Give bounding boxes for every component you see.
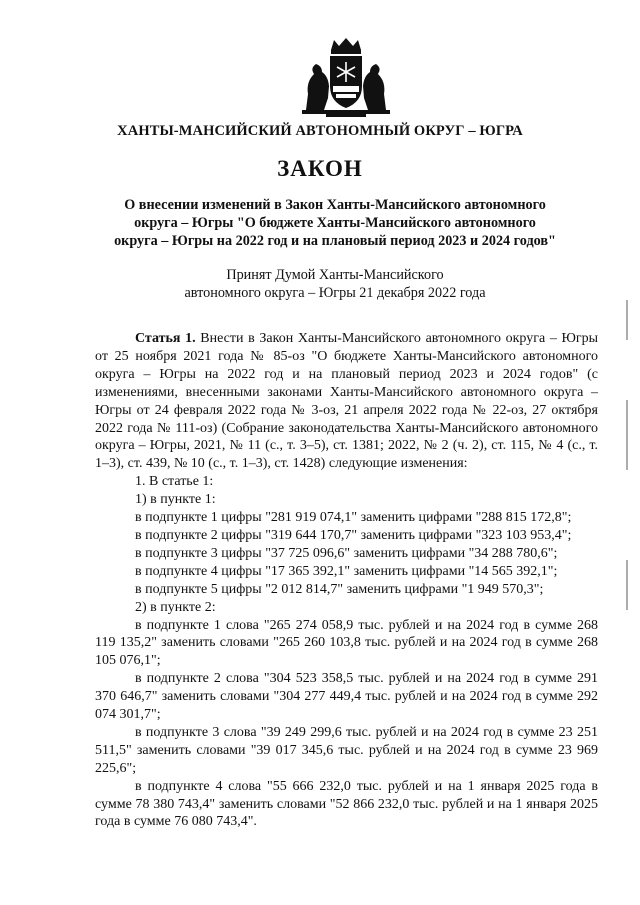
- amendment-line: 1) в пункте 1:: [135, 492, 216, 508]
- subject-line: О внесении изменений в Закон Ханты-Мансийского автономного: [124, 197, 546, 213]
- document-type-title: ЗАКОН: [277, 156, 363, 181]
- article-label: Статья 1.: [135, 331, 196, 346]
- amendment-line: в подпункте 2 цифры "319 644 170,7" заменить цифрами "323 103 953,4";: [135, 527, 572, 543]
- subject-line: округа – Югры "О бюджете Ханты-Мансийского автономного: [134, 215, 536, 231]
- amendment-paragraph: в подпункте 2 слова "304 523 358,5 тыс. рублей и на 2024 год в сумме 291 370 646,7" заменить словами "304 277 449,4 тыс. рублей и на 2024 год в сумме 292 074 301,7";: [95, 671, 598, 723]
- amendment-line: в подпункте 3 цифры "37 725 096,6" заменить цифрами "34 288 780,6";: [135, 545, 558, 561]
- scan-edge-mark: [626, 300, 628, 340]
- coat-of-arms-icon: [296, 36, 396, 118]
- article-intro-text: Внести в Закон Ханты-Мансийского автономного округа – Югры от 25 ноября 2021 года № 85-оз "О бюджете Ханты-Мансийского автономного округа – Югры на 2022 год и на плановый период 2023 и 2024 годов" (с изменениями, внесенными законами Ханты-Мансийского автономного округа – Югры от 24 февраля 2022 года № 3-оз, 21 апреля 2022 года № 22-оз, 27 октября 2022 года № 111-оз) (Собрание законодательства Ханты-Мансийского автономного округа – Югры, 2021, № 11 (с., т. 3–5), ст. 1381; 2022, № 2 (ч. 2), ст. 115, № 4 (с., т. 1–3), ст. 439, № 10 (с., т. 1–3), ст. 1428) следующие изменения:: [95, 331, 599, 472]
- law-body: [95, 330, 598, 831]
- scan-edge-mark: [626, 400, 628, 470]
- coat-of-arms-emblem: [296, 36, 396, 118]
- scan-edge-mark: [626, 560, 628, 610]
- amendment-paragraph: в подпункте 1 слова "265 274 058,9 тыс. рублей и на 2024 год в сумме 268 119 135,2" заменить словами "265 260 103,8 тыс. рублей и на 2024 год в сумме 268 105 076,1";: [95, 617, 598, 669]
- amendment-line: в подпункте 5 цифры "2 012 814,7" заменить цифрами "1 949 570,3";: [135, 581, 544, 597]
- adoption-note: [40, 266, 630, 302]
- subject-line: округа – Югры на 2022 год и на плановый период 2023 и 2024 годов": [114, 233, 556, 249]
- amendment-line: в подпункте 4 цифры "17 365 392,1" заменить цифрами "14 565 392,1";: [135, 563, 558, 579]
- amendment-line: 2) в пункте 2:: [135, 599, 216, 615]
- region-title: ХАНТЫ-МАНСИЙСКИЙ АВТОНОМНЫЙ ОКРУГ – ЮГРА: [117, 123, 523, 139]
- amendment-line: в подпункте 1 цифры "281 919 074,1" заменить цифрами "288 815 172,8";: [135, 510, 572, 526]
- amendment-line: 1. В статье 1:: [135, 474, 214, 490]
- adoption-line: Принят Думой Ханты-Мансийского: [226, 267, 444, 283]
- adoption-line: автономного округа – Югры 21 декабря 2022 года: [184, 285, 486, 301]
- amendment-paragraph: в подпункте 4 слова "55 666 232,0 тыс. рублей и на 1 января 2025 года в сумме 78 380 743,4" заменить словами "52 866 232,0 тыс. рублей и на 1 января 2025 года в сумме 76 080 743,4".: [95, 778, 598, 830]
- article-intro-paragraph: [95, 330, 598, 473]
- law-subject-heading: [40, 196, 630, 250]
- amendment-paragraph: в подпункте 3 слова "39 249 299,6 тыс. рублей и на 2024 год в сумме 23 251 511,5" заменить словами "39 017 345,6 тыс. рублей и на 2024 год в сумме 23 969 225,6";: [95, 724, 598, 776]
- amendment-list: [95, 473, 598, 831]
